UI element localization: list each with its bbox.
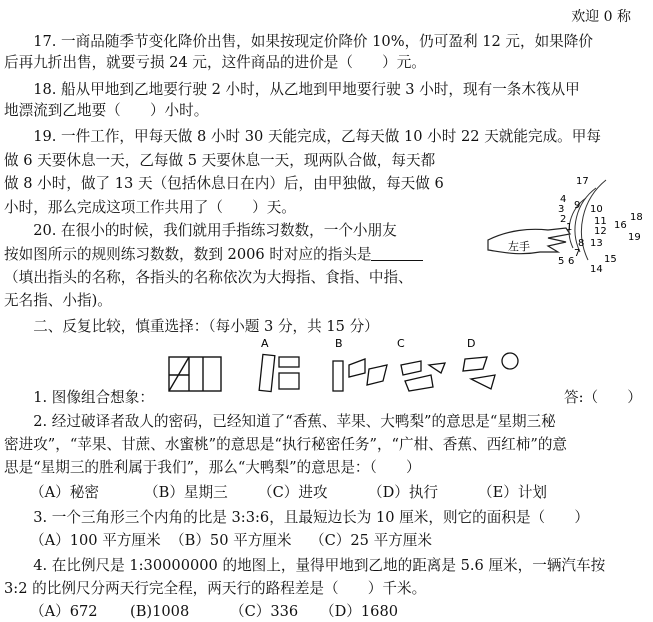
hand-number: 19 [628, 232, 641, 243]
hand-number: 13 [590, 238, 603, 249]
q4-option: （C）336 [230, 603, 299, 620]
hand-number: 12 [594, 226, 607, 237]
q2-option: （C）进攻 [258, 484, 328, 501]
section-two-heading: 二、反复比较，慎重选择：（每小题 3 分，共 15 分） [4, 318, 379, 335]
option-d-pieces [463, 353, 518, 389]
hand-number: 3 [558, 204, 565, 215]
q4-line1: 4. 在比例尺是 1:30000000 的地图上，量得甲地到乙地的距离是 5.6 厘米，一辆汽车按 [4, 557, 606, 574]
hand-number: 7 [574, 248, 581, 259]
q4-option: (B)1008 [130, 603, 190, 620]
q1-answer: 答:（ ） [564, 389, 642, 406]
hand-number: 15 [604, 254, 617, 265]
hand-number: 10 [590, 204, 603, 215]
q20-line4: 无名指、小指)。 [4, 292, 112, 309]
q19-line4: 小时，那么完成这项工作共用了（ ）天。 [4, 199, 296, 216]
q3-option: （C）25 平方厘米 [310, 532, 432, 549]
hand-number: 17 [576, 176, 589, 187]
option-b-label: B [335, 337, 343, 350]
composition-figures [165, 335, 530, 397]
q3-line: 3. 一个三角形三个内角的比是 3:3:6，且最短边长为 10 厘米，则它的面积是（ ） [4, 509, 589, 526]
q2-option: （A）秘密 [30, 484, 99, 501]
q3-options [30, 531, 432, 551]
q19-line3: 做 8 小时，做了 13 天（包括休息日在内）后，由甲独做，每天做 6 [4, 175, 444, 192]
hand-number: 11 [594, 216, 607, 227]
q4-option: （A）672 [30, 603, 98, 620]
option-a-pieces [259, 354, 299, 391]
hand-number: 16 [614, 220, 627, 231]
q20-line1: 20. 在很小的时候，我们就用手指练习数数，一个小朋友 [4, 222, 397, 239]
option-c-pieces [401, 361, 445, 391]
q18-line2: 地漂流到乙地要（ ）小时。 [4, 102, 209, 119]
q2-options [30, 483, 547, 503]
q3-option: （B）50 平方厘米 [170, 532, 292, 549]
q19-line2: 做 6 天要休息一天，乙每做 5 天要休息一天，现两队合做，每天都 [4, 152, 436, 169]
hand-number: 4 [560, 194, 567, 205]
hand-number: 9 [574, 200, 581, 211]
hand-number: 1 [566, 222, 573, 233]
option-d-label: D [467, 337, 476, 350]
q2-line2: 密进攻”，“苹果、甘蔗、水蜜桃”的意思是“执行秘密任务”，“广柑、香蕉、西红柿”的意 [4, 436, 568, 453]
hand-number: 6 [568, 256, 575, 267]
option-c-label: C [397, 337, 405, 350]
q2-option: （B）星期三 [144, 484, 228, 501]
q1-line: 1. 图像组合想象： [4, 389, 154, 406]
q4-options [30, 602, 398, 622]
q2-line1: 2. 经过破译者敌人的密码，已经知道了“香蕉、苹果、大鸭梨”的意思是“星期三秘 [4, 413, 556, 430]
hand-number: 2 [560, 214, 567, 225]
q17-line1: 17. 一商品随季节变化降价出售，如果按现定价降价 10%，仍可盈利 12 元，如果降价 [4, 33, 593, 50]
q4-line2: 3:2 的比例尺分两天行完全程，两天行的路程差是（ ）千米。 [4, 580, 427, 597]
q4-option: （D）1680 [320, 603, 399, 620]
q2-line3: 思是“星期三的胜利属于我们”，那么“大鸭梨”的意思是：（ ） [4, 459, 421, 476]
q2-option: （E）计划 [478, 484, 548, 501]
hand-label: 左手 [508, 240, 530, 253]
q17-line2: 后再九折出售，就要亏损 24 元，这件商品的进价是（ ）元。 [4, 54, 426, 71]
hand-counting-figure [478, 168, 650, 290]
option-a-label: A [261, 337, 269, 350]
q18-line1: 18. 船从甲地到乙地要行驶 2 小时，从乙地到甲地要行驶 3 小时，现有一条木筏从甲 [4, 81, 580, 98]
option-b-pieces [333, 359, 387, 391]
answer-blank [371, 246, 423, 261]
hand-number: 14 [590, 264, 603, 275]
q3-option: （A）100 平方厘米 [30, 532, 161, 549]
target-shape [169, 357, 221, 391]
hand-number: 8 [578, 238, 585, 249]
q19-line1: 19. 一件工作，甲每天做 8 小时 30 天能完成，乙每天做 10 小时 22 天就能完成。甲每 [4, 128, 601, 145]
hand-number: 5 [558, 256, 565, 267]
q20-line3: （填出指头的名称，各指头的名称依次为大拇指、食指、中指、 [4, 269, 413, 286]
header-text: 欢迎 0 称 [571, 9, 631, 25]
q20-line2: 按如图所示的规则练习数数，数到 2006 时对应的指头是 [4, 245, 423, 265]
q2-option: （D）执行 [368, 484, 439, 501]
hand-number: 18 [630, 212, 643, 223]
